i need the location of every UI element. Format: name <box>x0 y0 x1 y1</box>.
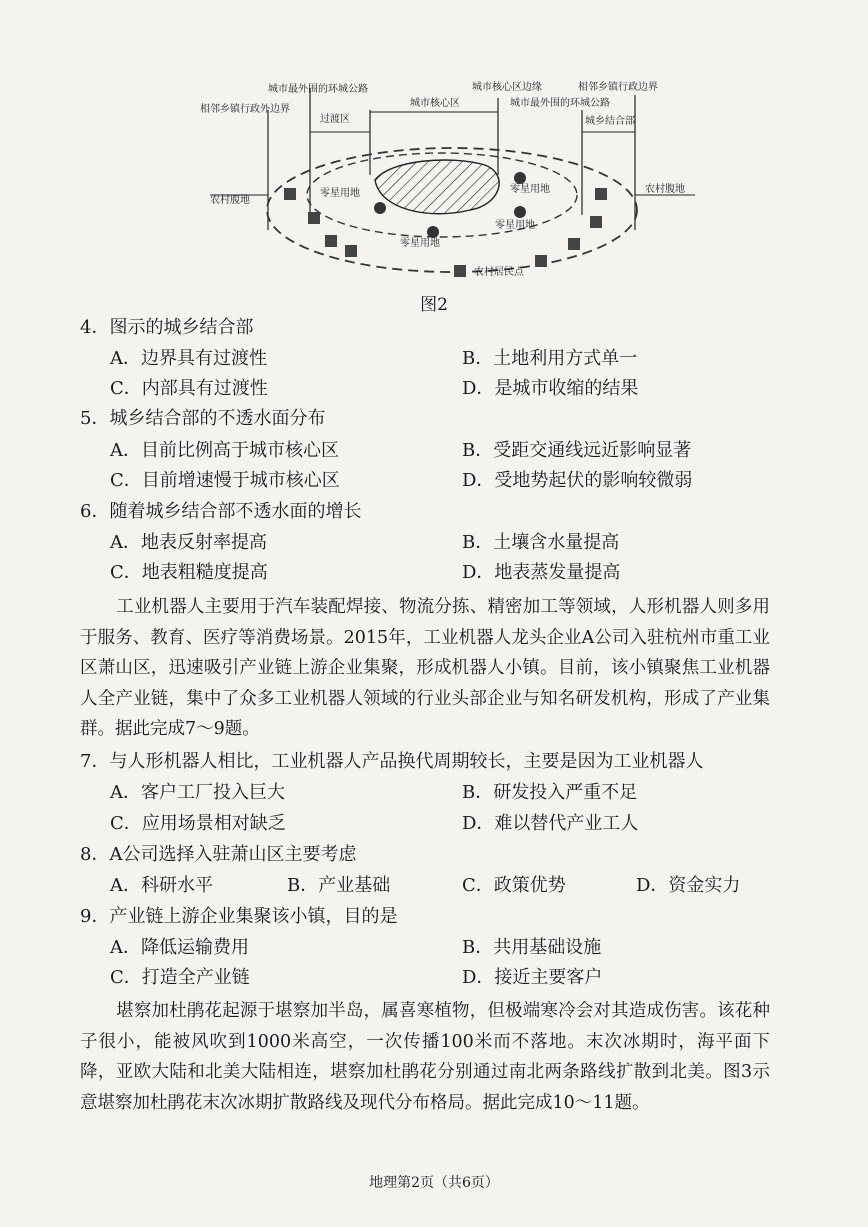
question-6: 6．随着城乡结合部不透水面的增长 <box>80 501 362 522</box>
label-core-edge: 城市核心区边缘 <box>472 82 542 93</box>
label-urban-core: 城市核心区 <box>410 98 460 109</box>
q9-option-d[interactable]: D．接近主要客户 <box>462 967 603 988</box>
label-urban-rural-fringe: 城乡结合部 <box>585 116 635 127</box>
q5-option-d[interactable]: D．受地势起伏的影响较微弱 <box>462 470 693 491</box>
q7-option-b[interactable]: B．研发投入严重不足 <box>462 782 638 803</box>
label-neighbor-boundary-left: 相邻乡镇行政外边界 <box>200 104 290 115</box>
label-transition-zone: 过渡区 <box>320 114 350 125</box>
passage-flower-text: 堪察加杜鹃花起源于堪察加半岛，属喜寒植物，但极端寒冷会对其造成伤害。该花种子很小，能被风吹到1000米高空，一次传播100米而不落地。末次冰期时，海平面下降，亚欧大陆和北美大陆相连，堪察加杜鹃花分别通过南北两条路线扩散到北美。图3示意堪察加杜鹃花末次冰期扩散路线及现代分布格局。据此完成10～11题。 <box>80 1001 770 1113</box>
label-rural-hinterland-right: 农村腹地 <box>645 184 685 195</box>
question-7: 7．与人形机器人相比，工业机器人产品换代周期较长，主要是因为工业机器人 <box>80 751 704 772</box>
urban-core-area <box>375 160 499 214</box>
label-scattered-land: 零星用地 <box>320 188 360 199</box>
figure-caption: 图2 <box>420 295 448 315</box>
fringe-diagram <box>180 70 700 290</box>
label-scattered-land: 零星用地 <box>495 220 535 231</box>
label-scattered-land: 零星用地 <box>400 238 440 249</box>
q5-option-c[interactable]: C．目前增速慢于城市核心区 <box>110 470 340 491</box>
q7-option-d[interactable]: D．难以替代产业工人 <box>462 813 639 834</box>
label-rural-settlement: 农村居民点 <box>474 267 524 278</box>
question-9: 9．产业链上游企业集聚该小镇，目的是 <box>80 906 398 927</box>
q4-option-d[interactable]: D．是城市收缩的结果 <box>462 378 639 399</box>
q4-option-b[interactable]: B．土地利用方式单一 <box>462 348 638 369</box>
q5-option-b[interactable]: B．受距交通线远近影响显著 <box>462 440 692 461</box>
q8-option-a[interactable]: A．科研水平 <box>110 875 213 896</box>
q8-option-d[interactable]: D．资金实力 <box>636 875 741 896</box>
figure-urban-rural-fringe <box>180 70 700 290</box>
q4-option-a[interactable]: A．边界具有过渡性 <box>110 348 267 369</box>
q5-option-a[interactable]: A．目前比例高于城市核心区 <box>110 440 339 461</box>
label-outer-ring-road-left: 城市最外围的环城公路 <box>268 84 368 95</box>
q6-option-a[interactable]: A．地表反射率提高 <box>110 532 267 553</box>
q8-option-c[interactable]: C．政策优势 <box>462 875 566 896</box>
page-footer: 地理第2页（共6页） <box>369 1175 499 1191</box>
label-scattered-land: 零星用地 <box>510 184 550 195</box>
passage-robot-text: 工业机器人主要用于汽车装配焊接、物流分拣、精密加工等领域，人形机器人则多用于服务、教育、医疗等消费场景。2015年，工业机器人龙头企业A公司入驻杭州市重工业区萧山区，迅速吸引产业链上游企业集聚，形成机器人小镇。目前，该小镇聚焦工业机器人全产业链，集中了众多工业机器人领域的行业头部企业与知名研发机构，形成了产业集群。据此完成7～9题。 <box>80 597 770 739</box>
question-8: 8．A公司选择入驻萧山区主要考虑 <box>80 844 357 865</box>
q6-option-b[interactable]: B．土壤含水量提高 <box>462 532 620 553</box>
q6-option-c[interactable]: C．地表粗糙度提高 <box>110 562 268 583</box>
label-rural-hinterland-left: 农村腹地 <box>210 195 250 206</box>
passage-robot <box>80 592 770 745</box>
q4-option-c[interactable]: C．内部具有过渡性 <box>110 378 268 399</box>
q8-option-b[interactable]: B．产业基础 <box>287 875 391 896</box>
q7-option-c[interactable]: C．应用场景相对缺乏 <box>110 813 286 834</box>
label-outer-ring-road-right: 城市最外围的环城公路 <box>510 98 610 109</box>
question-5: 5．城乡结合部的不透水面分布 <box>80 408 326 429</box>
q6-option-d[interactable]: D．地表蒸发量提高 <box>462 562 621 583</box>
q9-option-a[interactable]: A．降低运输费用 <box>110 937 249 958</box>
passage-flower <box>80 996 770 1118</box>
q7-option-a[interactable]: A．客户工厂投入巨大 <box>110 782 285 803</box>
label-neighbor-boundary-right: 相邻乡镇行政边界 <box>578 82 658 93</box>
q9-option-b[interactable]: B．共用基础设施 <box>462 937 602 958</box>
q9-option-c[interactable]: C．打造全产业链 <box>110 967 250 988</box>
question-4: 4．图示的城乡结合部 <box>80 317 254 338</box>
